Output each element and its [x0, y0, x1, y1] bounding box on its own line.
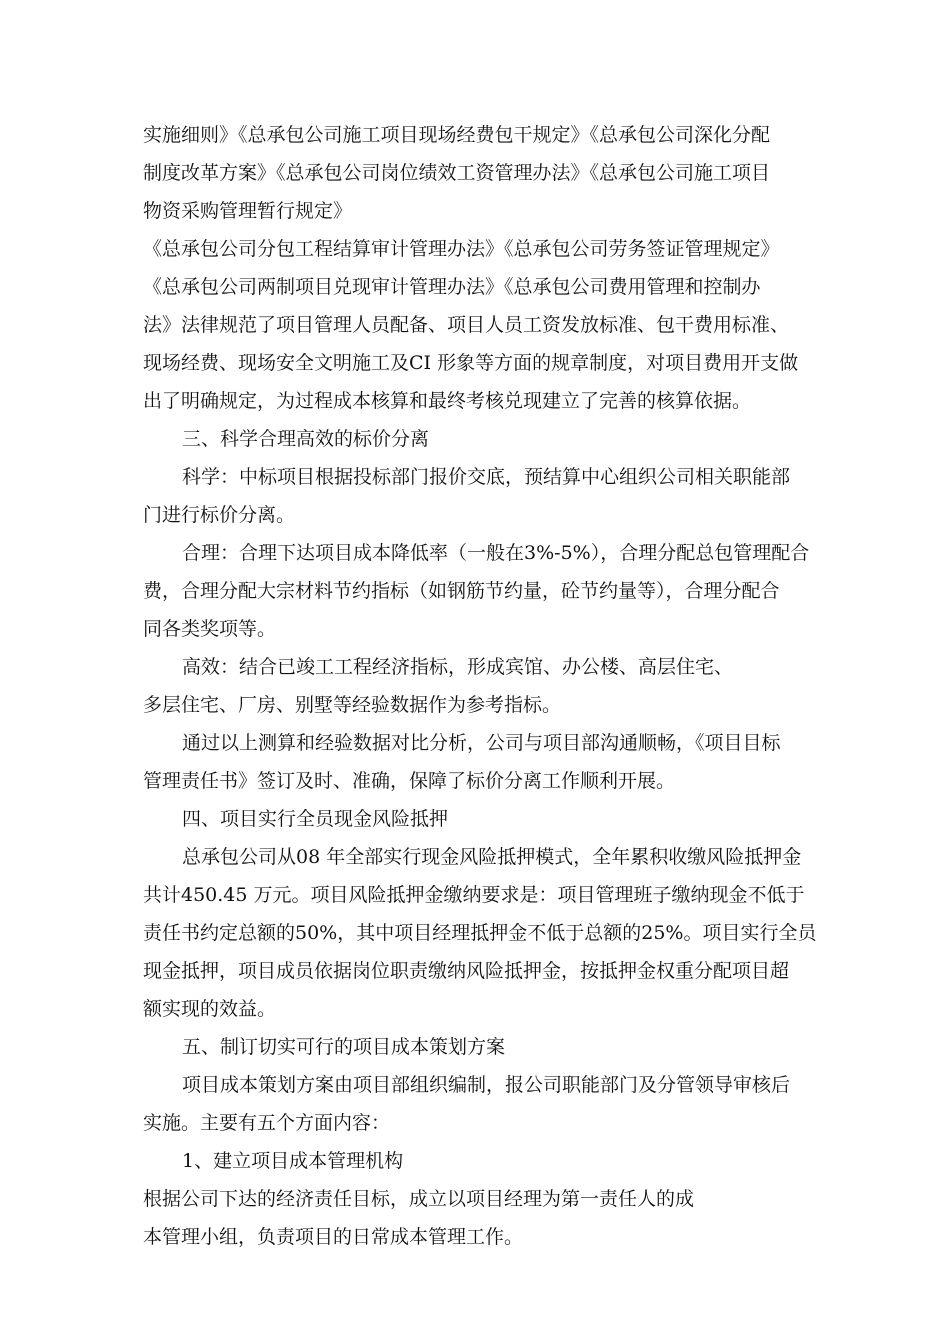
- text-line: 同各类奖项等。: [143, 618, 277, 640]
- text-line: 费，合理分配大宗材料节约指标（如钢筋节约量，砼节约量等），合理分配合: [143, 580, 780, 602]
- text-line: 《总承包公司分包工程结算审计管理办法》《总承包公司劳务签证管理规定》: [143, 238, 780, 260]
- text-line: 实施。主要有五个方面内容：: [143, 1112, 391, 1134]
- text-line: 门进行标价分离。: [143, 504, 296, 526]
- text-line: 管理责任书》签订及时、准确，保障了标价分离工作顺利开展。: [143, 770, 676, 792]
- text-line: 总承包公司从08 年全部实行现金风险抵押模式，全年累积收缴风险抵押金: [182, 846, 802, 868]
- text-line: 物资采购管理暂行规定》: [143, 200, 353, 222]
- text-line: 合理：合理下达项目成本降低率（一般在3%-5%），合理分配总包管理配合: [182, 542, 810, 564]
- text-line: 多层住宅、厂房、别墅等经验数据作为参考指标。: [143, 694, 562, 716]
- text-line: 实施细则》《总承包公司施工项目现场经费包干规定》《总承包公司深化分配: [143, 124, 771, 146]
- text-line: 责任书约定总额的50%，其中项目经理抵押金不低于总额的25%。项目实行全员: [143, 922, 817, 944]
- text-line: 项目成本策划方案由项目部组织编制，报公司职能部门及分管领导审核后: [182, 1074, 791, 1096]
- section-heading: 三、科学合理高效的标价分离: [182, 428, 430, 450]
- text-line: 《总承包公司两制项目兑现审计管理办法》《总承包公司费用管理和控制办: [143, 276, 761, 298]
- section-heading: 四、项目实行全员现金风险抵押: [182, 808, 449, 830]
- text-line: 根据公司下达的经济责任目标，成立以项目经理为第一责任人的成: [143, 1188, 695, 1210]
- text-line: 通过以上测算和经验数据对比分析，公司与项目部沟通顺畅，《项目目标: [182, 732, 781, 754]
- section-heading: 五、制订切实可行的项目成本策划方案: [182, 1036, 506, 1058]
- text-line: 法》法律规范了项目管理人员配备、项目人员工资发放标准、包干费用标准、: [143, 314, 790, 336]
- text-line: 本管理小组，负责项目的日常成本管理工作。: [143, 1226, 524, 1248]
- text-line: 共计450.45 万元。项目风险抵押金缴纳要求是：项目管理班子缴纳现金不低于: [143, 884, 805, 906]
- text-line: 现金抵押，项目成员依据岗位职责缴纳风险抵押金，按抵押金权重分配项目超: [143, 960, 790, 982]
- text-line: 科学：中标项目根据投标部门报价交底，预结算中心组织公司相关职能部: [182, 466, 791, 488]
- text-line: 制度改革方案》《总承包公司岗位绩效工资管理办法》《总承包公司施工项目: [143, 162, 771, 184]
- subsection-heading: 1、建立项目成本管理机构: [182, 1150, 404, 1172]
- text-line: 高效：结合已竣工工程经济指标，形成宾馆、办公楼、高层住宅、: [182, 656, 734, 678]
- text-line: 额实现的效益。: [143, 998, 277, 1020]
- text-line: 现场经费、现场安全文明施工及CI 形象等方面的规章制度，对项目费用开支做: [143, 352, 799, 374]
- text-line: 出了明确规定，为过程成本核算和最终考核兑现建立了完善的核算依据。: [143, 390, 752, 412]
